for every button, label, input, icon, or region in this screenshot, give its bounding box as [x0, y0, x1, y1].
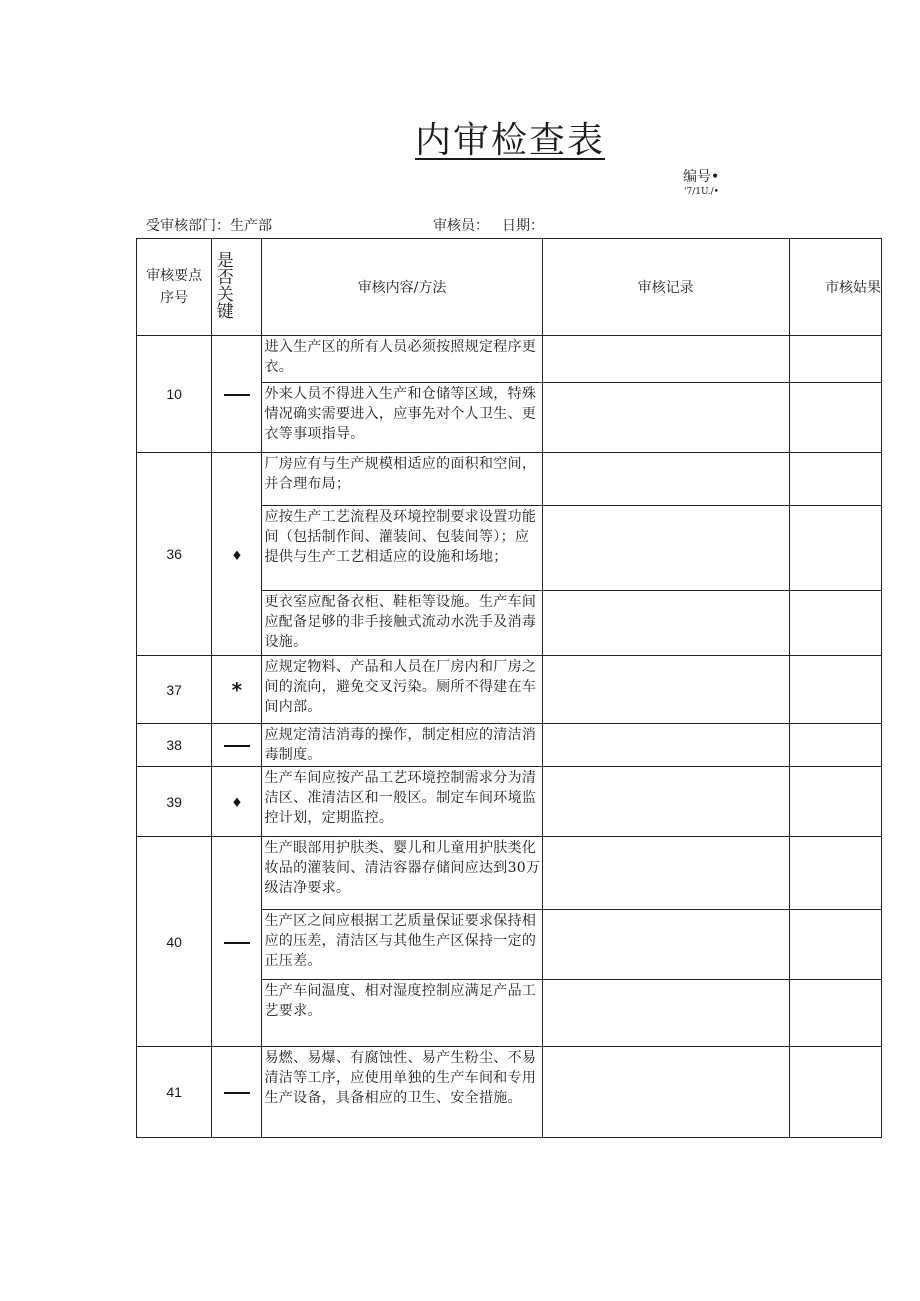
key-diamond-icon — [212, 453, 262, 656]
table-row — [137, 837, 882, 910]
key-diamond-icon — [212, 767, 262, 837]
document-code-value: '7/1U./• — [684, 187, 719, 197]
audit-result-cell[interactable] — [789, 656, 881, 724]
table-row — [137, 724, 882, 767]
header-result: 市核姑果 — [789, 239, 881, 336]
audit-content-cell: 生产车间温度、相对湿度控制应满足产品工艺要求。 — [262, 980, 542, 1047]
item-seq-number: 41 — [137, 1047, 212, 1138]
header-seq: 审核要点序号 — [137, 239, 212, 336]
non-key-dash-icon — [212, 837, 262, 1047]
audit-record-cell[interactable] — [542, 724, 789, 767]
audit-content-cell: 厂房应有与生产规模相适应的面积和空间，并合理布局； — [262, 453, 542, 506]
audit-checklist-table — [136, 238, 882, 1138]
audit-record-cell[interactable] — [542, 837, 789, 910]
non-key-dash-icon — [212, 1047, 262, 1138]
table-row — [137, 767, 882, 837]
item-seq-number: 39 — [137, 767, 212, 837]
audit-content-cell: 更衣室应配备衣柜、鞋柜等设施。生产车间应配备足够的非手接触式流动水洗手及消毒设施。 — [262, 591, 542, 656]
audit-result-cell[interactable] — [789, 1047, 881, 1138]
audit-record-cell[interactable] — [542, 453, 789, 506]
audit-record-cell[interactable] — [542, 767, 789, 837]
audit-result-cell[interactable] — [789, 980, 881, 1047]
audit-content-cell: 应规定清洁消毒的操作，制定相应的清洁消毒制度。 — [262, 724, 542, 767]
table-row — [137, 336, 882, 383]
key-star-symbol: * — [231, 677, 243, 702]
item-seq-number: 37 — [137, 656, 212, 724]
audit-result-cell[interactable] — [789, 336, 881, 383]
audit-content-cell: 易燃、易爆、有腐蚀性、易产生粉尘、不易清洁等工序，应使用单独的生产车间和专用生产设备，具备相应的卫生、安全措施。 — [262, 1047, 542, 1138]
audit-record-cell[interactable] — [542, 980, 789, 1047]
audit-record-cell[interactable] — [542, 656, 789, 724]
key-diamond-symbol: ♦ — [231, 548, 243, 564]
key-diamond-symbol: ♦ — [231, 796, 243, 811]
audit-record-cell[interactable] — [542, 1047, 789, 1138]
header-content: 审核内容/方法 — [262, 239, 542, 336]
item-seq-number: 36 — [137, 453, 212, 656]
audit-content-cell: 生产区之间应根据工艺质量保证要求保持相应的压差，清洁区与其他生产区保持一定的正压差。 — [262, 910, 542, 980]
audit-content-cell: 生产眼部用护肤类、婴儿和儿童用护肤类化妆品的灌装间、清洁容器存储间应达到30万级洁净要求。 — [262, 837, 542, 910]
audit-result-cell[interactable] — [789, 724, 881, 767]
key-star-icon — [212, 656, 262, 724]
table-row — [137, 656, 882, 724]
document-code-label: 编号• — [683, 169, 720, 185]
audit-result-cell[interactable] — [789, 837, 881, 910]
date-label: 日期： — [502, 218, 544, 234]
audit-result-cell[interactable] — [789, 591, 881, 656]
audit-content-cell: 应按生产工艺流程及环境控制要求设置功能间（包括制作间、灌装间、包装间等）；应提供与生产工艺相适应的设施和场地； — [262, 506, 542, 591]
audit-content-cell: 外来人员不得进入生产和仓储等区域，特殊情况确实需要进入，应事先对个人卫生、更衣等事项指导。 — [262, 383, 542, 453]
audit-content-cell: 应规定物料、产品和人员在厂房内和厂房之间的流向，避免交叉污染。厕所不得建在车间内部。 — [262, 656, 542, 724]
item-seq-number: 38 — [137, 724, 212, 767]
audit-result-cell[interactable] — [789, 910, 881, 980]
audit-content-cell: 进入生产区的所有人员必须按照规定程序更衣。 — [262, 336, 542, 383]
audit-record-cell[interactable] — [542, 383, 789, 453]
audit-record-cell[interactable] — [542, 336, 789, 383]
table-row — [137, 1047, 882, 1138]
non-key-dash-icon — [212, 724, 262, 767]
audit-result-cell[interactable] — [789, 767, 881, 837]
document-title: 内审检查表 — [414, 120, 605, 161]
header-key: 是否关键 — [212, 239, 262, 336]
audit-result-cell[interactable] — [789, 383, 881, 453]
audit-record-cell[interactable] — [542, 506, 789, 591]
item-seq-number: 10 — [137, 336, 212, 453]
header-record: 审核记录 — [542, 239, 789, 336]
audit-content-cell: 生产车间应按产品工艺环境控制需求分为清洁区、准清洁区和一般区。制定车间环境监控计划，定期监控。 — [262, 767, 542, 837]
table-row — [137, 453, 882, 506]
audit-record-cell[interactable] — [542, 591, 789, 656]
auditor-label: 审核员： — [433, 218, 489, 234]
audit-result-cell[interactable] — [789, 506, 881, 591]
table-header-row — [137, 239, 882, 336]
audit-record-cell[interactable] — [542, 910, 789, 980]
non-key-dash-icon — [212, 336, 262, 453]
item-seq-number: 40 — [137, 837, 212, 1047]
audit-result-cell[interactable] — [789, 453, 881, 506]
audited-department: 受审核部门：生产部 — [146, 218, 272, 234]
